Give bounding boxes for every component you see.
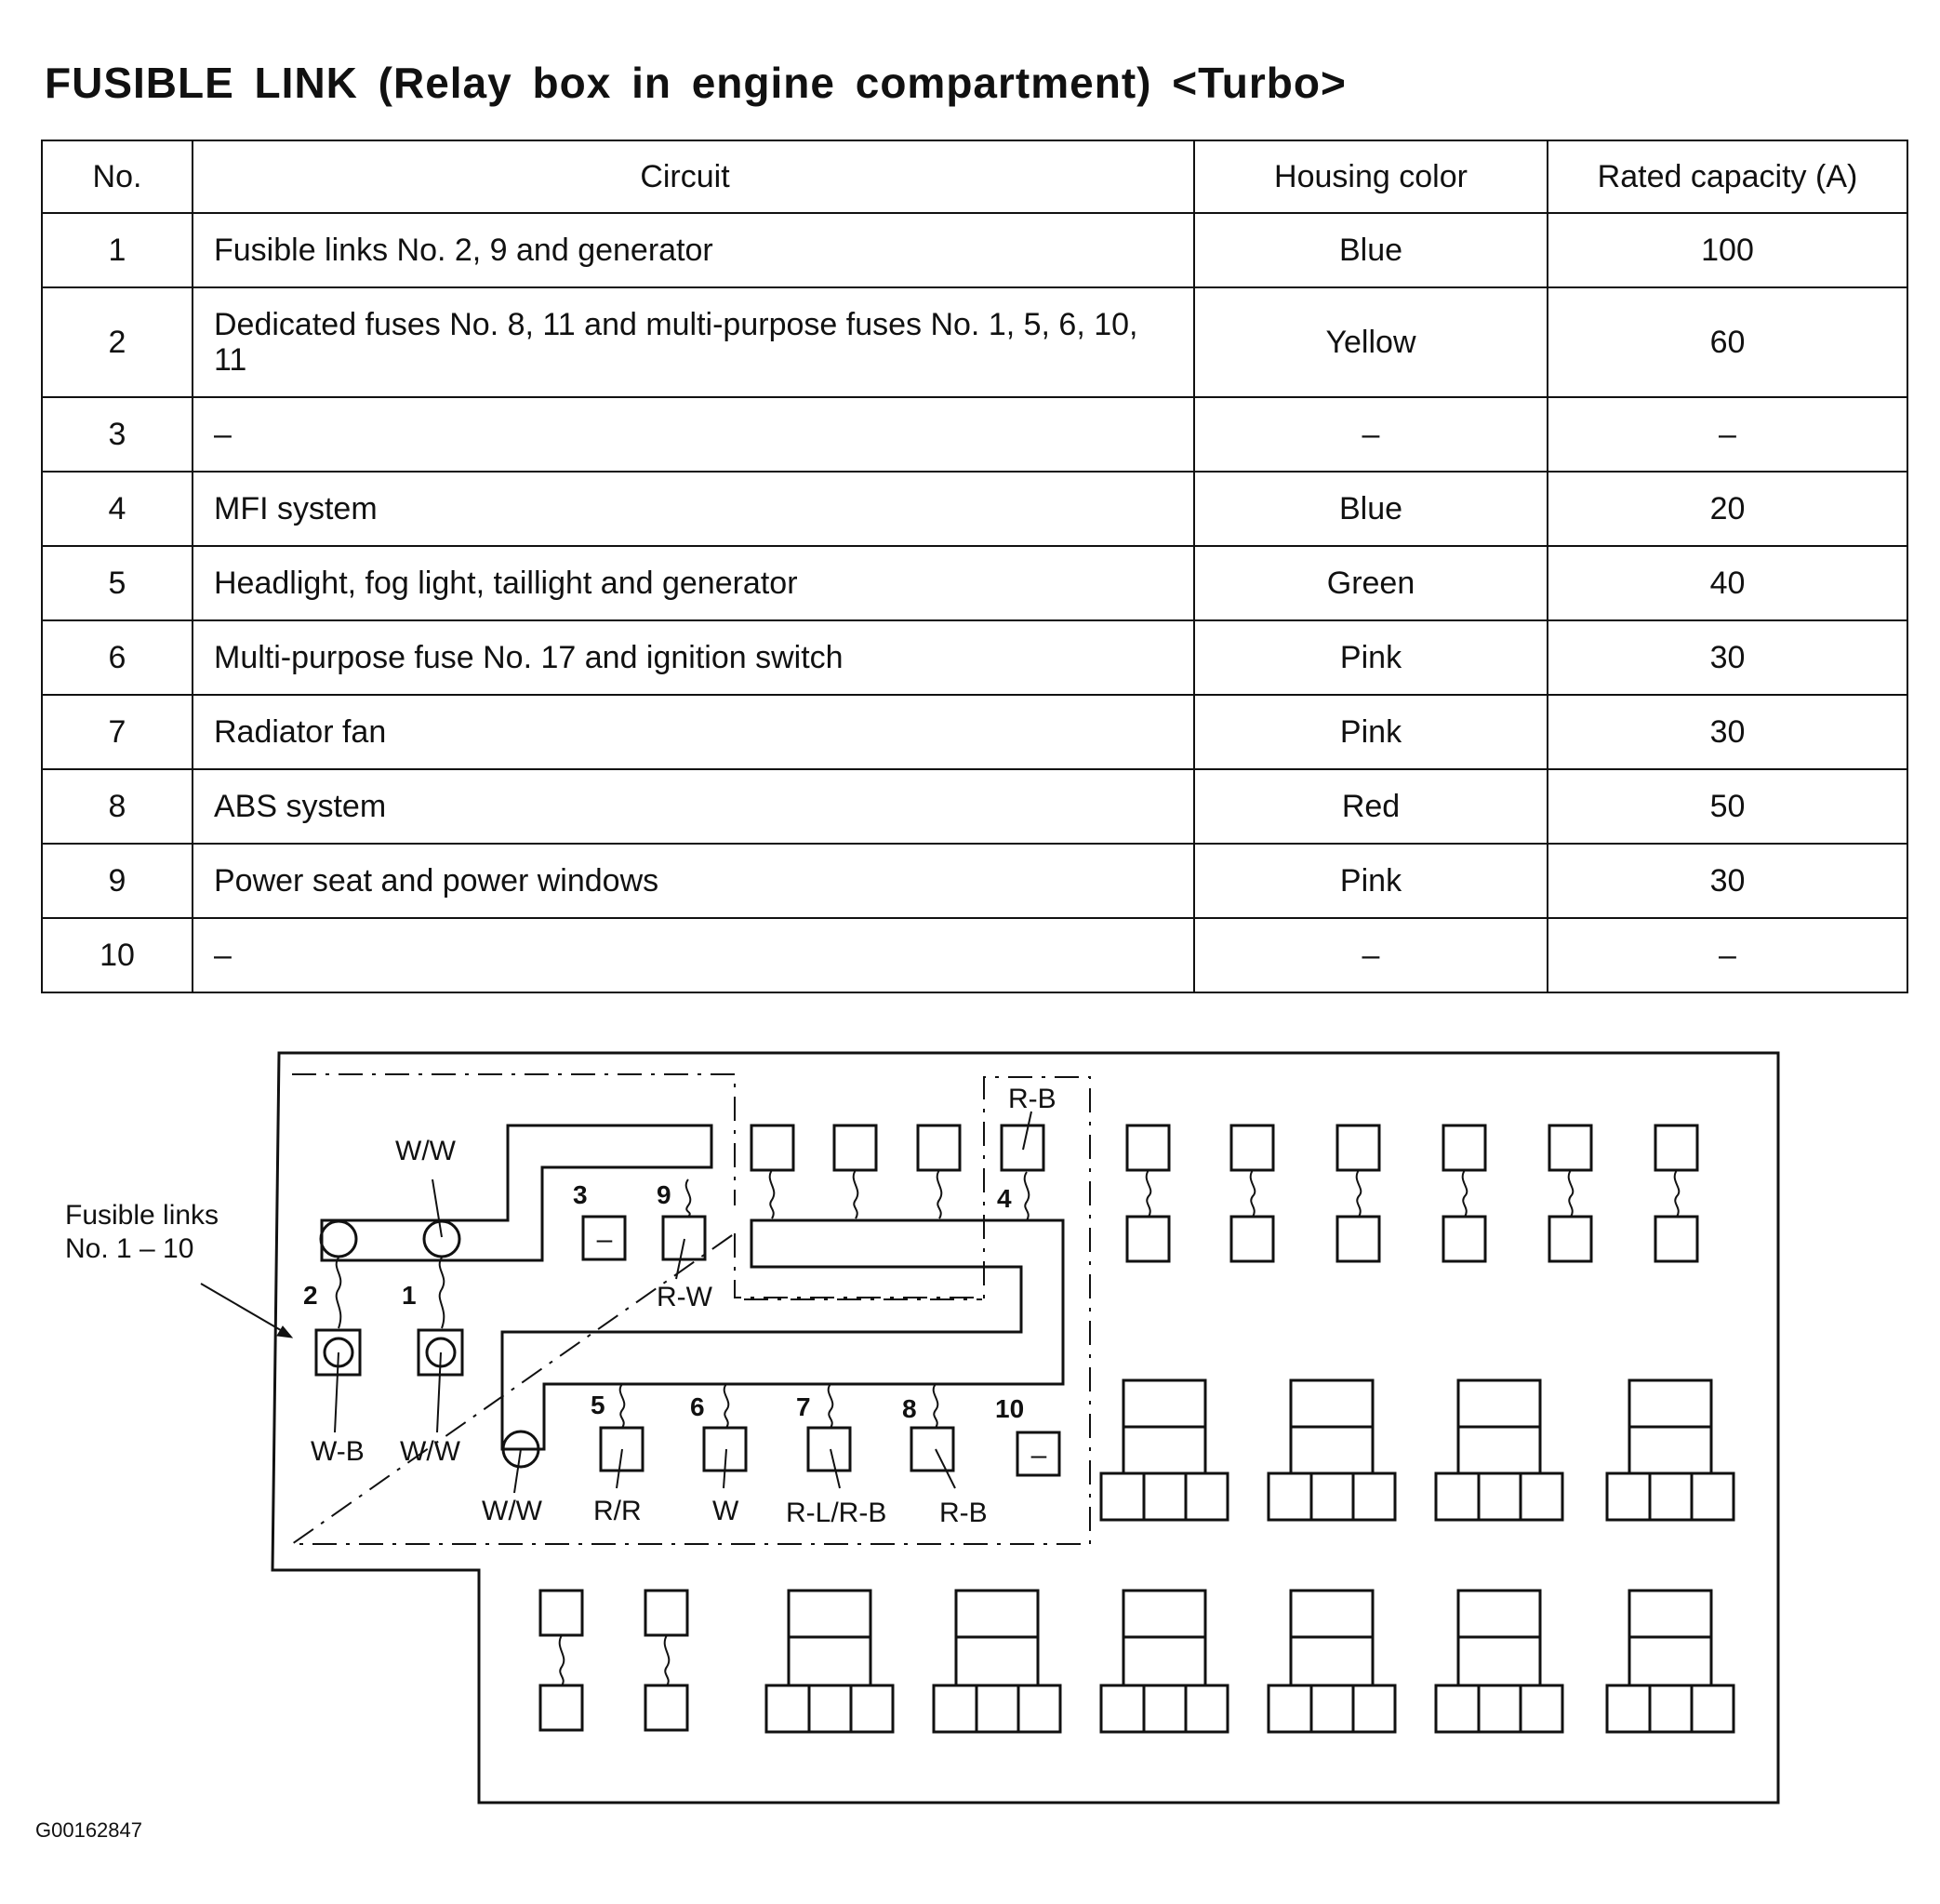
cell-circuit: Radiator fan [193,695,1194,769]
lower-fuse-pairs [540,1591,687,1730]
link-8-block [911,1428,953,1471]
cell-housing-color: Yellow [1194,287,1548,397]
wiggle-link7 [829,1384,833,1428]
link-number-4: 4 [997,1184,1012,1213]
wire-label-ww-1: W/W [400,1436,460,1467]
cell-rated-capacity: 40 [1548,546,1907,620]
cell-circuit: Fusible links No. 2, 9 and generator [193,213,1194,287]
wiggle-link2 [337,1258,341,1328]
wiggle-link6 [724,1384,729,1428]
column-header-housing-color: Housing color [1194,140,1548,213]
cell-circuit: Headlight, fog light, taillight and generator [193,546,1194,620]
cell-rated-capacity: 50 [1548,769,1907,844]
cell-housing-color: Pink [1194,695,1548,769]
relays-middle-row [1101,1380,1734,1520]
cell-no: 9 [42,844,193,918]
terminal-1 [424,1221,459,1257]
cell-no: 3 [42,397,193,472]
cell-no: 7 [42,695,193,769]
link-number-6: 6 [690,1392,705,1421]
relays-bottom-row [766,1591,1734,1732]
cell-circuit: – [193,918,1194,992]
wiggle-link9 [686,1179,691,1217]
bus-bar-lower [502,1220,1063,1449]
bus-bar-upper [322,1125,711,1260]
cell-rated-capacity: 100 [1548,213,1907,287]
leader-ww-top [432,1179,442,1237]
cell-rated-capacity: 30 [1548,844,1907,918]
wiggle-link8 [934,1384,938,1428]
cell-rated-capacity: – [1548,397,1907,472]
cell-circuit: MFI system [193,472,1194,546]
cell-rated-capacity: 30 [1548,620,1907,695]
cell-housing-color: Pink [1194,620,1548,695]
link-number-7: 7 [796,1392,811,1421]
callout-label-line1: Fusible links [65,1200,219,1231]
link-number-3: 3 [573,1180,588,1209]
figure-code: G00162847 [35,1818,142,1842]
link-number-2: 2 [303,1281,318,1310]
link-9-block [663,1217,705,1259]
cell-no: 4 [42,472,193,546]
blank-marker-link3: – [596,1224,613,1255]
cell-housing-color: Blue [1194,213,1548,287]
link-number-8: 8 [902,1394,917,1423]
right-fuse-pairs [1127,1125,1697,1261]
terminal-2 [321,1221,356,1257]
wire-label-rl-rb: R-L/R-B [786,1498,887,1528]
cell-circuit: Dedicated fuses No. 8, 11 and multi-purpose fuses No. 1, 5, 6, 10, 11 [193,287,1194,397]
wire-label-w: W [712,1496,739,1526]
wire-label-rb-top: R-B [1008,1084,1056,1114]
leader-ww1 [437,1352,441,1432]
blank-marker-link10: – [1030,1440,1047,1471]
cell-housing-color: Pink [1194,844,1548,918]
page-title: FUSIBLE LINK (Relay box in engine compartment) <Turbo> [45,59,1347,107]
cell-rated-capacity: – [1548,918,1907,992]
column-header-rated-capacity: Rated capacity (A) [1548,140,1907,213]
cell-circuit: ABS system [193,769,1194,844]
wire-label-ww-bus: W/W [482,1496,542,1526]
cell-housing-color: – [1194,918,1548,992]
cell-circuit: Multi-purpose fuse No. 17 and ignition switch [193,620,1194,695]
cell-housing-color: – [1194,397,1548,472]
cell-housing-color: Blue [1194,472,1548,546]
link-7-block [808,1428,850,1471]
wiggle-link4 [1025,1172,1030,1220]
wire-label-rr: R/R [593,1496,642,1526]
cell-rated-capacity: 60 [1548,287,1907,397]
leader-ww-bus [514,1449,521,1493]
leader-w [724,1449,726,1488]
cell-no: 6 [42,620,193,695]
wiggle-link1 [440,1258,445,1328]
column-header-no: No. [42,140,193,213]
wire-label-rb-8: R-B [939,1498,988,1528]
cell-circuit: Power seat and power windows [193,844,1194,918]
cell-housing-color: Red [1194,769,1548,844]
wire-label-rw: R-W [657,1282,712,1312]
leader-rlrb [830,1449,840,1488]
wire-label-ww-top: W/W [395,1136,456,1166]
upper-fuse-pairs [751,1125,960,1218]
leader-wb [335,1352,339,1432]
wire-label-wb: W-B [311,1436,365,1467]
cell-no: 5 [42,546,193,620]
link-number-10: 10 [995,1394,1025,1423]
cell-circuit: – [193,397,1194,472]
callout-label-line2: No. 1 – 10 [65,1233,194,1264]
cell-no: 8 [42,769,193,844]
link-number-5: 5 [591,1391,605,1419]
cell-housing-color: Green [1194,546,1548,620]
column-header-circuit: Circuit [193,140,1194,213]
cell-no: 10 [42,918,193,992]
cell-rated-capacity: 20 [1548,472,1907,546]
link-number-9: 9 [657,1180,671,1209]
relay-box-outline [272,1053,1778,1803]
leader-rb-top [1023,1112,1031,1150]
cell-rated-capacity: 30 [1548,695,1907,769]
link-number-1: 1 [402,1281,417,1310]
callout-arrowhead [277,1326,292,1338]
leader-rr [617,1449,622,1488]
wiggle-link5 [620,1384,625,1428]
cell-no: 2 [42,287,193,397]
cell-no: 1 [42,213,193,287]
